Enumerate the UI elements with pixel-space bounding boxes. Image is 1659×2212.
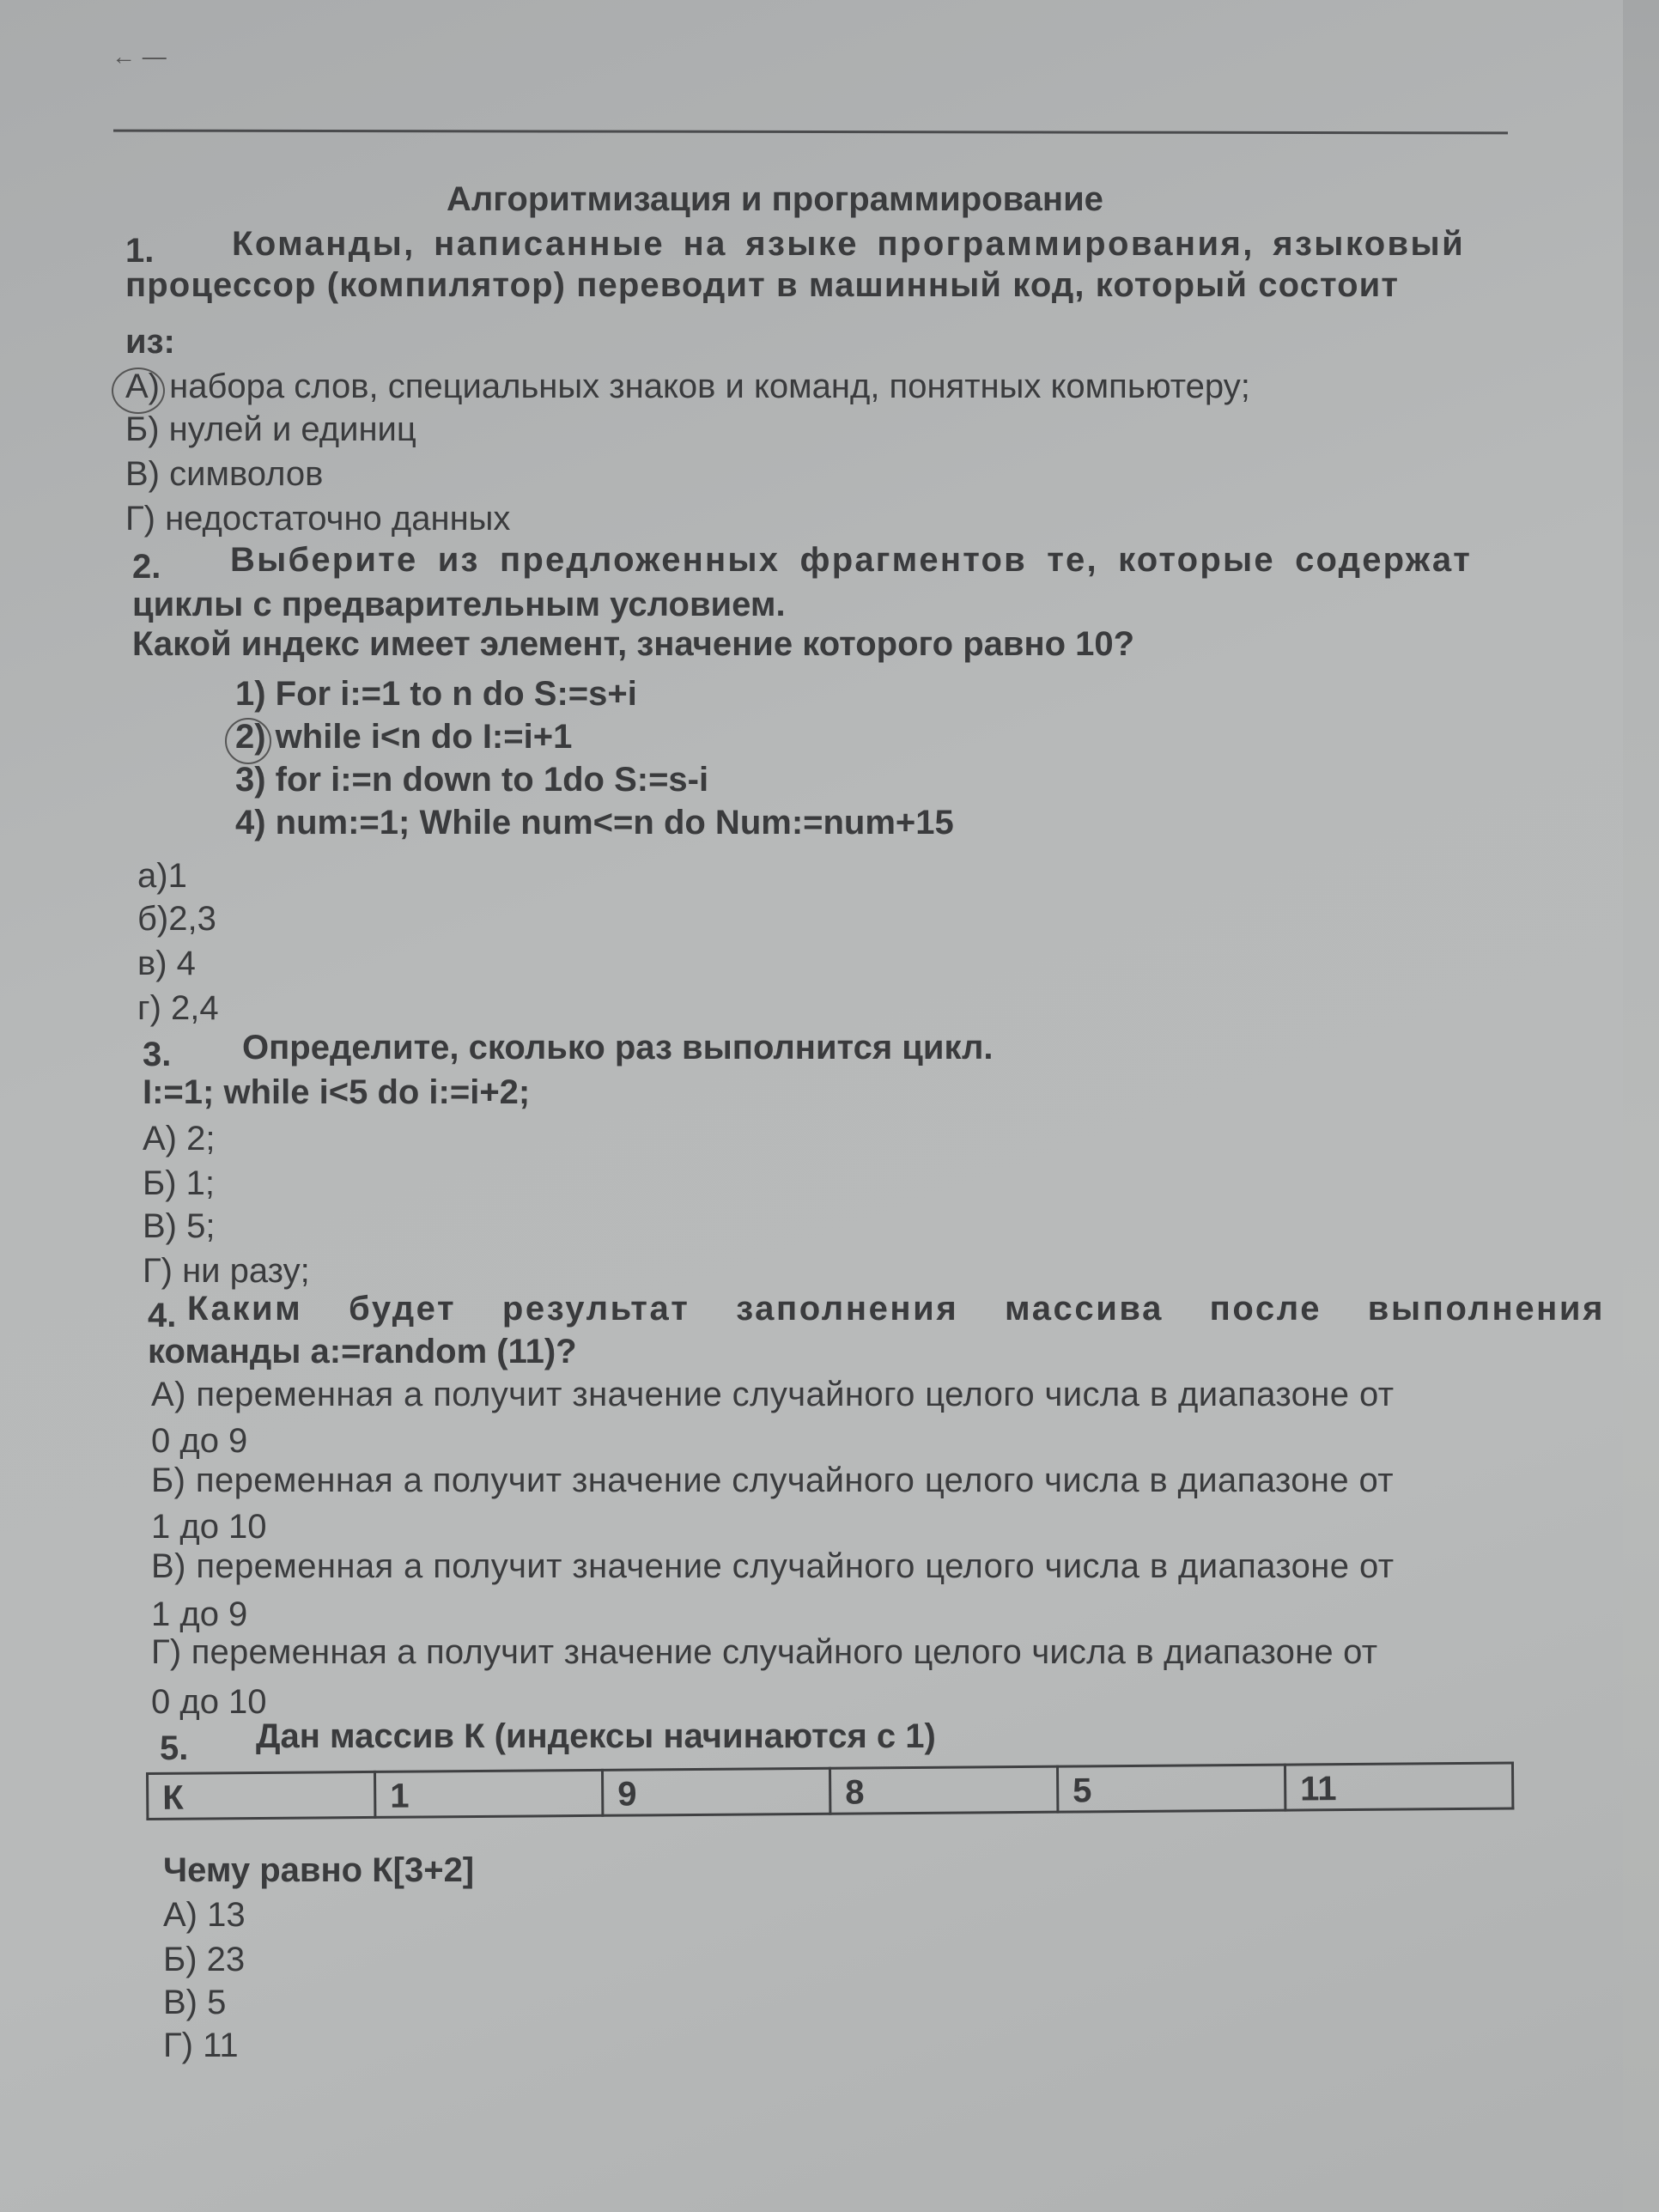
- q1-option-b: Б) нулей и единиц: [125, 410, 416, 448]
- q2-option-a: а)1: [137, 857, 187, 895]
- q1-option-a: А) набора слов, специальных знаков и команд, понятных компьютеру;: [125, 368, 1250, 405]
- q2-line3: Какой индекс имеет элемент, значение которого равно 10?: [132, 625, 1135, 663]
- q3-code: I:=1; while i<5 do i:=i+2;: [143, 1073, 531, 1111]
- q2-line2: циклы с предварительным условием.: [132, 586, 786, 623]
- q5-option-c: В) 5: [163, 1984, 227, 2021]
- array-table: [146, 1761, 1514, 1820]
- q2-option-c: в) 4: [137, 945, 196, 982]
- q1-line3: из:: [125, 323, 175, 361]
- array-cell-label: К: [148, 1771, 375, 1819]
- q1-option-d: Г) недостаточно данных: [125, 500, 511, 538]
- header-rule: [113, 130, 1508, 135]
- q2-number: 2.: [132, 548, 161, 586]
- q4-line2: команды a:=random (11)?: [148, 1333, 577, 1370]
- q1-option-c: В) символов: [125, 455, 324, 493]
- array-cell-2: 9: [602, 1768, 830, 1815]
- q2-fragment-1: 1) For i:=1 to n do S:=s+i: [235, 675, 637, 713]
- q5-option-a: А) 13: [163, 1896, 246, 1934]
- q4-option-d-cont: 0 до 10: [151, 1683, 267, 1721]
- array-cell-4: 5: [1057, 1765, 1285, 1812]
- q3-option-b: Б) 1;: [143, 1164, 216, 1202]
- q3-option-c: В) 5;: [143, 1207, 216, 1245]
- q5-option-d: Г) 11: [163, 2027, 239, 2064]
- q5-number: 5.: [160, 1729, 189, 1767]
- array-cell-5: 11: [1285, 1763, 1512, 1810]
- q1-line1: Команды, написанные на языке программирования, языковый: [232, 225, 1466, 263]
- q4-option-a: А) переменная а получит значение случайного целого числа в диапазоне от: [151, 1376, 1395, 1413]
- q2-fragment-4: 4) num:=1; While num<=n do Num:=num+15: [235, 804, 954, 842]
- array-cell-1: 1: [375, 1770, 603, 1817]
- q2-fragment-2: 2) while i<n do I:=i+1: [235, 718, 573, 756]
- q3-number: 3.: [143, 1036, 172, 1073]
- q4-option-b: Б) переменная а получит значение случайного целого числа в диапазоне от: [151, 1462, 1395, 1499]
- q2-option-b: б)2,3: [137, 900, 216, 938]
- q5-line1: Дан массив К (индексы начинаются с 1): [256, 1717, 936, 1755]
- q2-fragment-3: 3) for i:=n down to 1do S:=s-i: [235, 761, 709, 799]
- q5-question: Чему равно К[3+2]: [163, 1851, 475, 1889]
- q4-option-c: В) переменная а получит значение случайного целого числа в диапазоне от: [151, 1547, 1395, 1585]
- q3-option-d: Г) ни разу;: [143, 1252, 310, 1290]
- q2-option-d: г) 2,4: [137, 989, 219, 1027]
- q4-option-b-cont: 1 до 10: [151, 1508, 267, 1546]
- q1-text-line1: [232, 223, 1506, 264]
- array-cell-3: 8: [830, 1766, 1057, 1814]
- q1-line2: процессор (компилятор) переводит в машинный код, который состоит: [125, 266, 1400, 304]
- q3-option-a: А) 2;: [143, 1120, 216, 1158]
- q5-option-b: Б) 23: [163, 1941, 246, 1978]
- page-title: Алгоритмизация и программирование: [447, 180, 1103, 218]
- q4-number: 4.: [148, 1297, 177, 1334]
- q4-option-d: Г) переменная а получит значение случайного целого числа в диапазоне от: [151, 1633, 1378, 1671]
- array-row: [148, 1763, 1513, 1819]
- q1-number: 1.: [125, 232, 155, 270]
- q4-option-a-cont: 0 до 9: [151, 1422, 248, 1460]
- q3-line1: Определите, сколько раз выполнится цикл.: [242, 1029, 994, 1066]
- pen-mark: ← —: [112, 43, 167, 70]
- q2-line1: Выберите из предложенных фрагментов те, которые содержат: [230, 541, 1473, 579]
- q4-option-c-cont: 1 до 9: [151, 1595, 248, 1633]
- q4-line1: Каким будет результат заполнения массива после выполнения: [187, 1290, 1606, 1328]
